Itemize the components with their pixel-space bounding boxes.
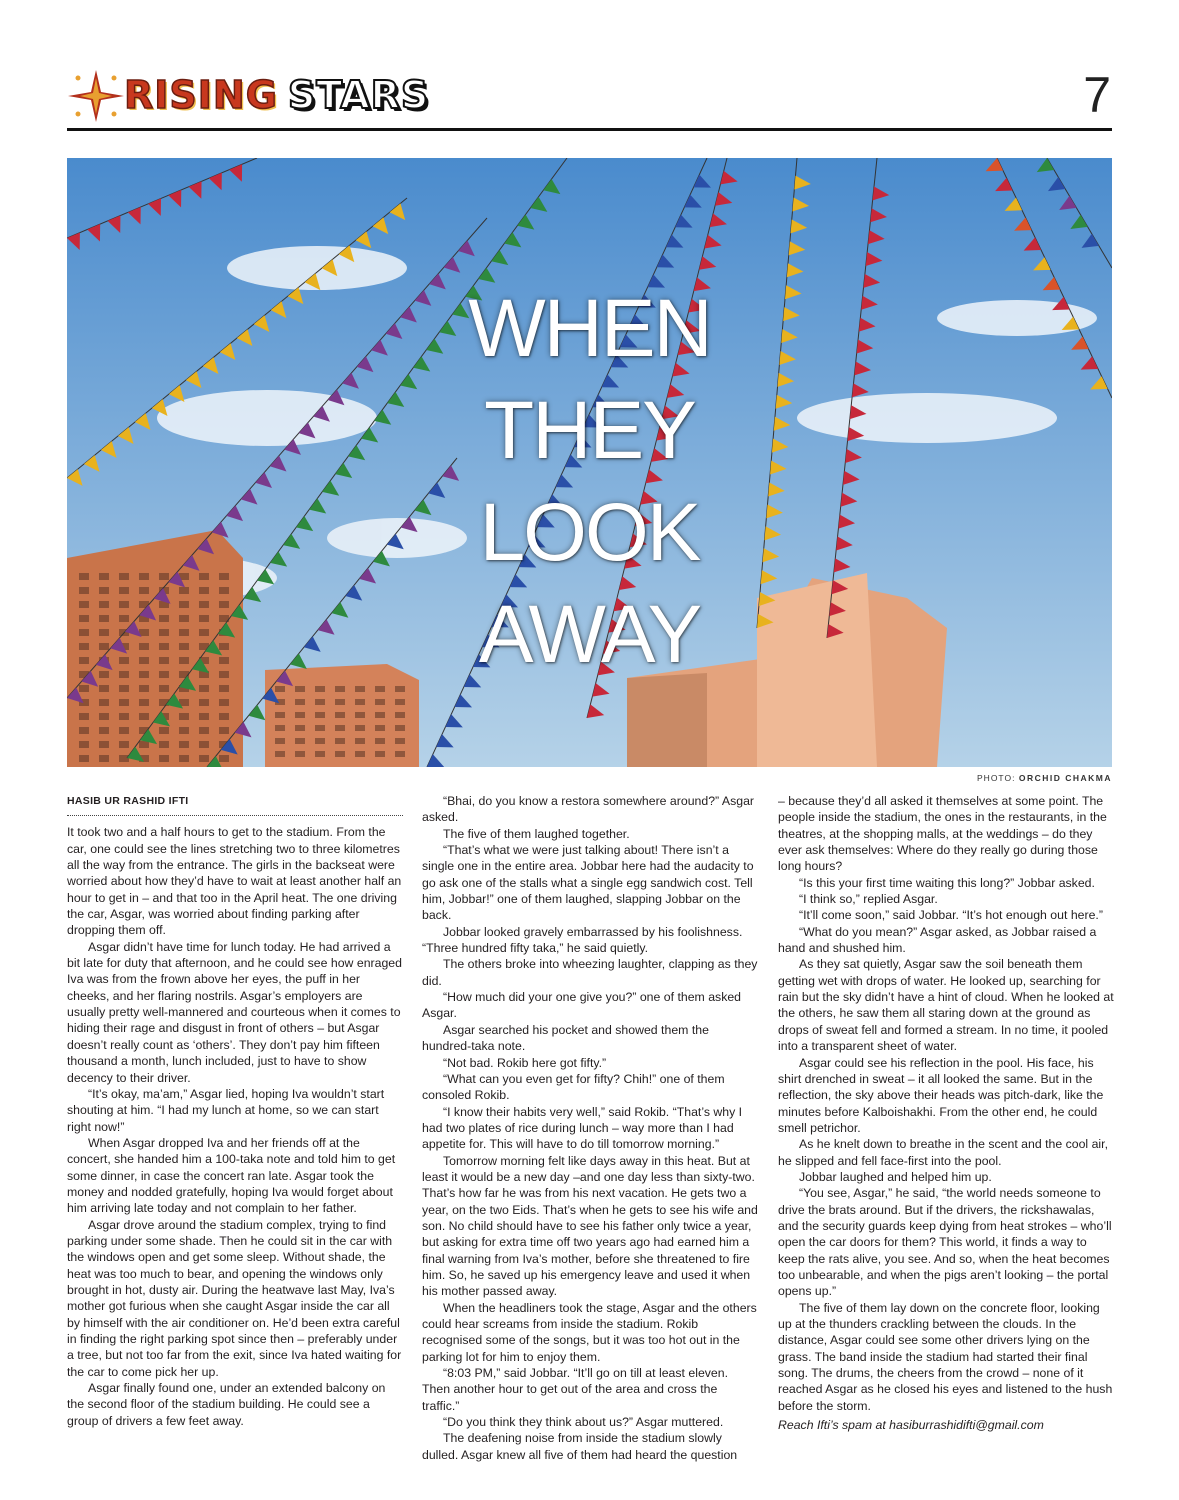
window	[79, 741, 89, 748]
article-paragraph: “Do you think they think about us?” Asgar muttered.	[443, 1415, 724, 1430]
window	[99, 573, 109, 580]
header-rule	[67, 128, 1112, 131]
window	[119, 755, 129, 762]
window	[315, 725, 325, 731]
window	[139, 713, 149, 720]
author-contact: Reach Ifti’s spam at hasiburrashidifti@gmail.com	[778, 1418, 1044, 1433]
article-paragraph: The five of them lay down on the concrete floor, looking up at the thunders crackling between the clouds. In the distance, Asgar could see some other drivers lying on the grass. The band inside the stadium had started their final song. The drums, the cheers from the crowd – none of it reached Asgar as he closed his eyes and listened to the hush before the storm.	[778, 1300, 1113, 1413]
section-title	[124, 70, 429, 120]
window	[219, 601, 229, 608]
article-paragraph: “Not bad. Rokib here got fifty.”	[443, 1055, 607, 1070]
window	[199, 699, 209, 706]
compass-star-icon	[66, 68, 126, 124]
window	[179, 615, 189, 622]
window	[295, 712, 305, 718]
article-paragraph: The five of them laughed together.	[443, 826, 630, 841]
window	[335, 686, 345, 692]
window	[199, 755, 209, 762]
window	[119, 601, 129, 608]
headline-line: WHEN	[468, 283, 711, 374]
article-paragraph: “Is this your first time waiting this long?” Jobbar asked.	[799, 875, 1095, 890]
window	[99, 629, 109, 636]
window	[119, 657, 129, 664]
headline-line: AWAY	[478, 589, 701, 680]
brand-word-stars: STARS	[287, 73, 430, 117]
window	[295, 699, 305, 705]
window	[99, 755, 109, 762]
article-paragraph: The deafening noise from inside the stadium slowly dulled. Asgar knew all five of them had heard the question	[422, 1431, 738, 1462]
article-paragraph: “It’s okay, ma’am,” Asgar lied, hoping Iva wouldn’t start shouting at him. “I had my lunch at home, so we can start right now!”	[67, 1086, 385, 1134]
article-column-3	[778, 793, 1114, 1433]
window	[179, 727, 189, 734]
window	[79, 727, 89, 734]
photo-credit	[977, 773, 1112, 783]
window	[99, 699, 109, 706]
window	[335, 699, 345, 705]
window	[375, 699, 385, 705]
article-paragraph: Jobbar laughed and helped him up.	[799, 1169, 992, 1184]
window	[199, 685, 209, 692]
window	[219, 685, 229, 692]
headline-line: THEY	[484, 385, 695, 476]
window	[375, 738, 385, 744]
article-paragraph: As they sat quietly, Asgar saw the soil beneath them getting wet with drops of water. He looked up, searching for rain but the sky didn’t have a hint of cloud. When he looked at the others, he saw them all staring down at the ground as drops of sweat fell and formed a stream. In no time, it pooled into a transparent sheet of water.	[778, 957, 1114, 1054]
photo-credit-name: ORCHID CHAKMA	[1018, 773, 1112, 783]
window	[219, 755, 229, 762]
article-paragraph: “What can you even get for fifty? Chih!” one of them consoled Rokib.	[422, 1071, 725, 1103]
window	[219, 713, 229, 720]
article-paragraph: “That’s what we were just talking about! There isn’t a single one in the entire area. Jobbar here had the audacity to go ask one of the stalls what a single egg sandwich cost. Tell him, Jobbar!” one of them laughed, slapping Jobbar on the back.	[422, 843, 754, 923]
article-paragraph: When Asgar dropped Iva and her friends off at the concert, she handed him a 100-taka note and told him to get some dinner, in case the concert ran late. Asgar took the money and nodded gratefully, hoping Iva would forget about him arriving late today and not complain to her father.	[67, 1135, 396, 1216]
window	[159, 643, 169, 650]
window	[159, 657, 169, 664]
window	[79, 685, 89, 692]
article-paragraph: “It’ll come soon,” said Jobbar. “It’s hot enough out here.”	[799, 908, 1103, 923]
window	[119, 685, 129, 692]
window	[139, 741, 149, 748]
window	[179, 741, 189, 748]
window	[159, 615, 169, 622]
window	[199, 713, 209, 720]
window	[199, 587, 209, 594]
window	[139, 587, 149, 594]
window	[375, 686, 385, 692]
window	[139, 657, 149, 664]
article-paragraph: Asgar didn’t have time for lunch today. He had arrived a bit late for duty that afternoon, and he could see how enraged Iva was from the frown above her eyes, the puff in her cheeks, and her flaring nostrils. Asgar’s employers are usually pretty well-mannered and courteous when it comes to hiding their rage and disgust in front of others – but Asgar doesn’t really count as ‘others’. They don’t pay him fifteen thousand a month, lunch included, just to have to show decency to their driver.	[67, 939, 402, 1085]
window	[159, 727, 169, 734]
window	[139, 643, 149, 650]
article-paragraph: “What do you mean?” Asgar asked, as Jobbar raised a hand and shushed him.	[778, 924, 1097, 956]
window	[199, 601, 209, 608]
article-paragraph: – because they’d all asked it themselves at some point. The people inside the stadium, the ones in the restaurants, in the theatres, at the shopping malls, at the weddings – do they ever ask themselves: Where do they really go during those long hours?	[778, 794, 1107, 874]
window	[179, 587, 189, 594]
article-paragraph: Jobbar looked gravely embarrassed by his foolishness. “Three hundred fifty taka,” he said quietly.	[422, 924, 743, 956]
window	[179, 601, 189, 608]
window	[99, 643, 109, 650]
headline-line: LOOK	[479, 487, 700, 578]
headline	[467, 278, 712, 686]
window	[395, 738, 405, 744]
window	[315, 712, 325, 718]
window	[355, 738, 365, 744]
article-paragraph: Asgar finally found one, under an extended balcony on the second floor of the stadium building. He could see a group of drivers a few feet away.	[67, 1381, 386, 1428]
window	[355, 725, 365, 731]
window	[295, 738, 305, 744]
window	[295, 725, 305, 731]
window	[315, 699, 325, 705]
article-paragraph: “How much did your one give you?” one of them asked Asgar.	[422, 990, 742, 1021]
window	[159, 685, 169, 692]
window	[159, 573, 169, 580]
window	[199, 615, 209, 622]
window	[219, 671, 229, 678]
window	[79, 643, 89, 650]
window	[375, 751, 385, 757]
window	[315, 738, 325, 744]
window	[199, 629, 209, 636]
window	[375, 712, 385, 718]
window	[99, 685, 109, 692]
brand-word-rising: RISING	[124, 73, 278, 117]
window	[99, 671, 109, 678]
window	[275, 712, 285, 718]
window	[335, 725, 345, 731]
window	[315, 751, 325, 757]
article-paragraph: Asgar searched his pocket and showed them the hundred-taka note.	[422, 1022, 709, 1054]
window	[275, 751, 285, 757]
window	[79, 615, 89, 622]
window	[395, 712, 405, 718]
window	[79, 657, 89, 664]
window	[355, 686, 365, 692]
article-paragraph: When the headliners took the stage, Asgar and the others could hear screams from inside the stadium. Rokib recognised some of the songs, but it was too hot out in the parking lot for him to enjoy them.	[422, 1300, 757, 1364]
window	[199, 727, 209, 734]
window	[275, 738, 285, 744]
window	[355, 699, 365, 705]
window	[139, 685, 149, 692]
window	[79, 755, 89, 762]
article-paragraph: “Bhai, do you know a restora somewhere around?” Asgar asked.	[422, 794, 755, 825]
window	[99, 741, 109, 748]
window	[395, 725, 405, 731]
window	[99, 615, 109, 622]
window	[99, 601, 109, 608]
window	[355, 751, 365, 757]
window	[159, 629, 169, 636]
window	[99, 587, 109, 594]
window	[179, 643, 189, 650]
window	[79, 601, 89, 608]
window	[295, 686, 305, 692]
window	[219, 573, 229, 580]
window	[295, 751, 305, 757]
window	[119, 615, 129, 622]
window	[119, 587, 129, 594]
article-paragraph: Asgar drove around the stadium complex, trying to find parking under some shade. Then he could sit in the car with the windows open and get some sleep. Without shade, the heat was too much to bear, and opening the windows only brought in hot, dusty air. During the heatwave last May, Iva’s mother got furious when she caught Asgar inside the car all by himself with the air conditioner on. He’d been extra careful in finding the right parking spot since then – preferably under a tree, but not too far from the exit, since Iva hated waiting for the car to come pick her up.	[67, 1217, 402, 1379]
window	[159, 671, 169, 678]
window	[179, 657, 189, 664]
window	[355, 712, 365, 718]
article-column-2	[422, 793, 758, 1463]
window	[99, 727, 109, 734]
window	[375, 725, 385, 731]
window	[119, 671, 129, 678]
window	[395, 699, 405, 705]
window	[139, 671, 149, 678]
window	[119, 741, 129, 748]
article-paragraph: It took two and a half hours to get to the stadium. From the car, one could see the lines stretching two to three kilometres all the way from the entrance. The girls in the backseat were worried about how they’d have to wait at least another half an hour to get in – and that too in the April heat. The one driving the car, Asgar, was worried about finding parking after dropping them off.	[67, 825, 402, 938]
window	[335, 712, 345, 718]
window	[219, 587, 229, 594]
article-column-1	[67, 793, 403, 1429]
window	[219, 727, 229, 734]
window	[219, 643, 229, 650]
window	[275, 686, 285, 692]
window	[79, 713, 89, 720]
page-number: 7	[1083, 67, 1111, 123]
window	[79, 587, 89, 594]
window	[159, 755, 169, 762]
window	[335, 738, 345, 744]
window	[199, 741, 209, 748]
window	[79, 573, 89, 580]
article-paragraph: As he knelt down to breathe in the scent and the cool air, he slipped and fell face-first into the pool.	[778, 1137, 1108, 1168]
window	[139, 573, 149, 580]
window	[335, 751, 345, 757]
window	[219, 657, 229, 664]
byline: HASIB UR RASHID IFTI	[67, 793, 403, 816]
window	[275, 725, 285, 731]
window	[119, 713, 129, 720]
window	[159, 741, 169, 748]
window	[139, 699, 149, 706]
article-paragraph: “I think so,” replied Asgar.	[799, 892, 938, 907]
window	[179, 755, 189, 762]
window	[219, 699, 229, 706]
article-paragraph: “I know their habits very well,” said Rokib. “That’s why I had two plates of rice during lunch – way more than I had appetite for. This will have to do till tomorrow morning.”	[422, 1104, 743, 1152]
window	[395, 686, 405, 692]
window	[315, 686, 325, 692]
article-paragraph: “8:03 PM,” said Jobbar. “It’ll go on till at least eleven. Then another hour to get out of the area and cross the traffic.”	[422, 1366, 729, 1413]
article-paragraph: Asgar could see his reflection in the pool. His face, his shirt drenched in sweat – it all looked the same. But in the reflection, the sky above their heads was pitch-dark, like the minutes before Kalboishakhi. From the other end, he could smell petrichor.	[778, 1055, 1104, 1135]
article-paragraph: “You see, Asgar,” he said, “the world needs someone to drive the brats around. But if the drivers, the rickshawalas, and the security guards keep dying from heat strokes – who’ll open the car doors for them? This world, it finds a way to keep the rats alive, you see. And so, when the heat becomes too unbearable, and when the pigs aren’t looking – the portal opens up.”	[778, 1186, 1112, 1299]
feature-photo	[67, 158, 1112, 767]
photo-credit-label: PHOTO:	[977, 773, 1016, 783]
window	[395, 751, 405, 757]
window	[79, 629, 89, 636]
article-paragraph: Tomorrow morning felt like days away in this heat. But at least it would be a new day –and one day less than sixty-two. That’s how far he was from his next vacation. He gets two a year, on the two Eids. That’s when he gets to see his wife and son. No child should have to see his father only twice a year, but asking for extra time off two years ago had earned him a final warning from Iva’s mother, before she threatened to fire him. So, he saved up his emergency leave and used it when his mother passed away.	[422, 1153, 758, 1299]
window	[119, 573, 129, 580]
window	[119, 727, 129, 734]
window	[179, 713, 189, 720]
article-paragraph: The others broke into wheezing laughter, clapping as they did.	[422, 957, 758, 988]
window	[119, 699, 129, 706]
window	[199, 573, 209, 580]
window	[99, 713, 109, 720]
window	[179, 629, 189, 636]
